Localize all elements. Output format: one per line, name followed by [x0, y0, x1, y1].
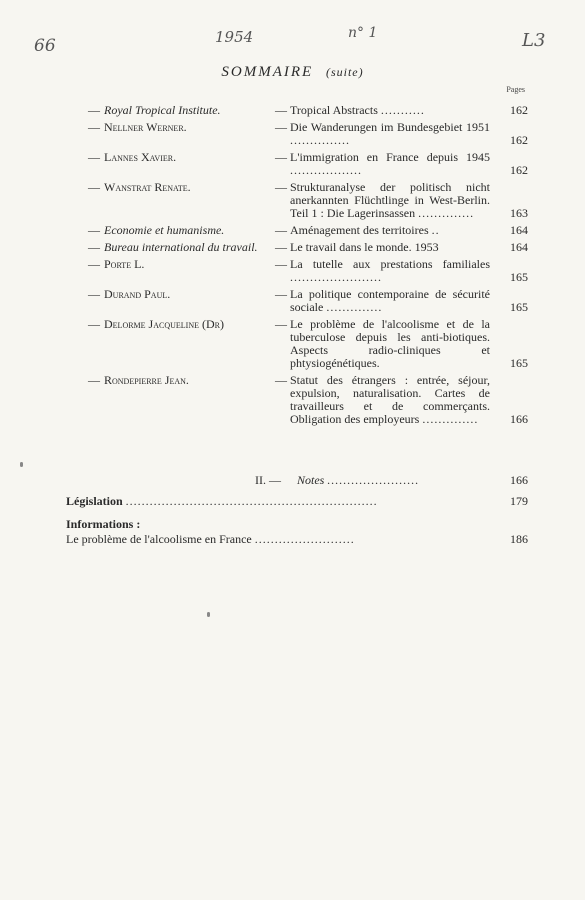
toc-page-number: 163 [510, 206, 528, 220]
toc-author: — Lannes Xavier. [88, 150, 177, 164]
informations-page: 186 [510, 532, 528, 546]
handwritten-annotation-year: 1954 [215, 28, 254, 46]
toc-author: — Bureau international du travail. [88, 240, 258, 254]
toc-separator: — [275, 150, 287, 164]
toc-title: Le travail dans le monde. 1953 [290, 240, 439, 254]
page-title [0, 64, 585, 81]
toc-author: — Royal Tropical Institute. [88, 103, 221, 117]
toc-page-number: 162 [510, 103, 528, 117]
handwritten-annotation-left: 66 [34, 36, 56, 56]
toc-title: Tropical Abstracts ........... [290, 103, 425, 117]
toc-author: — Nellner Werner. [88, 120, 187, 134]
toc-title: Die Wanderungen im Bundesgebiet 1951 ............... [290, 120, 490, 147]
toc-separator: — [275, 103, 287, 117]
toc-separator: — [275, 317, 287, 331]
toc-page-number: 164 [510, 240, 528, 254]
toc-separator: — [275, 240, 287, 254]
toc-title: Strukturanalyse der politisch nicht anerkannten Flüchtlinge in West-Berlin. Teil 1 : Die Lagerinsassen .............. [290, 180, 490, 220]
toc-author: — Durand Paul. [88, 287, 171, 301]
ink-spot [20, 462, 23, 467]
notes-title: Notes ....................... [297, 473, 420, 487]
handwritten-annotation-number: n° 1 [348, 25, 378, 41]
toc-author: — Porte L. [88, 257, 145, 271]
toc-entry [88, 121, 528, 147]
notes-entry [255, 473, 528, 488]
toc-page-number: 162 [510, 163, 528, 177]
toc-separator: — [275, 180, 287, 194]
title-subtitle: (suite) [325, 65, 364, 79]
toc-title: L'immigration en France depuis 1945 .................. [290, 150, 490, 177]
toc-page-number: 165 [510, 270, 528, 284]
pages-column-label: Pages [506, 85, 525, 94]
toc-author: — Delorme Jacqueline (Dr) [88, 317, 224, 331]
legislation-label: Législation ............................................................... [66, 494, 378, 508]
toc-entry [88, 258, 528, 284]
toc-separator: — [275, 120, 287, 134]
ink-spot [207, 612, 210, 617]
notes-page: 166 [510, 473, 528, 487]
legislation-entry [66, 494, 528, 509]
toc-entry [88, 241, 528, 254]
toc-page-number: 165 [510, 356, 528, 370]
title-main: SOMMAIRE [221, 64, 314, 80]
toc-author: — Wanstrat Renate. [88, 180, 191, 194]
toc-separator: — [275, 373, 287, 387]
toc-entry [88, 181, 528, 220]
toc-page-number: 166 [510, 412, 528, 426]
toc-page-number: 165 [510, 300, 528, 314]
toc-entry [88, 318, 528, 370]
toc-title: La tutelle aux prestations familiales ....................... [290, 257, 490, 284]
informations-heading: Informations : [66, 517, 141, 531]
toc-entry [88, 374, 528, 426]
informations-entry [66, 532, 528, 547]
toc-entry [88, 104, 528, 117]
toc-title: Le problème de l'alcoolisme et de la tuberculose depuis les anti-biotiques. Aspects radio-cliniques et phtysiogénétiques. [290, 317, 490, 370]
table-of-contents [88, 104, 528, 430]
legislation-page: 179 [510, 494, 528, 508]
toc-entry [88, 224, 528, 237]
handwritten-annotation-right: L3 [522, 30, 546, 51]
toc-entry [88, 151, 528, 177]
informations-item: Le problème de l'alcoolisme en France ......................... [66, 532, 355, 546]
toc-author: — Rondepierre Jean. [88, 373, 189, 387]
toc-page-number: 164 [510, 223, 528, 237]
toc-page-number: 162 [510, 133, 528, 147]
toc-separator: — [275, 287, 287, 301]
toc-title: Statut des étrangers : entrée, séjour, expulsion, naturalisation. Cartes de travailleurs et de commerçants. Obligation des employeurs .............. [290, 373, 490, 426]
toc-entry [88, 288, 528, 314]
toc-separator: — [275, 223, 287, 237]
toc-author: — Economie et humanisme. [88, 223, 225, 237]
toc-separator: — [275, 257, 287, 271]
toc-title: Aménagement des territoires .. [290, 223, 440, 237]
toc-title: La politique contemporaine de sécurité sociale .............. [290, 287, 490, 314]
notes-label: II. — [255, 473, 281, 487]
